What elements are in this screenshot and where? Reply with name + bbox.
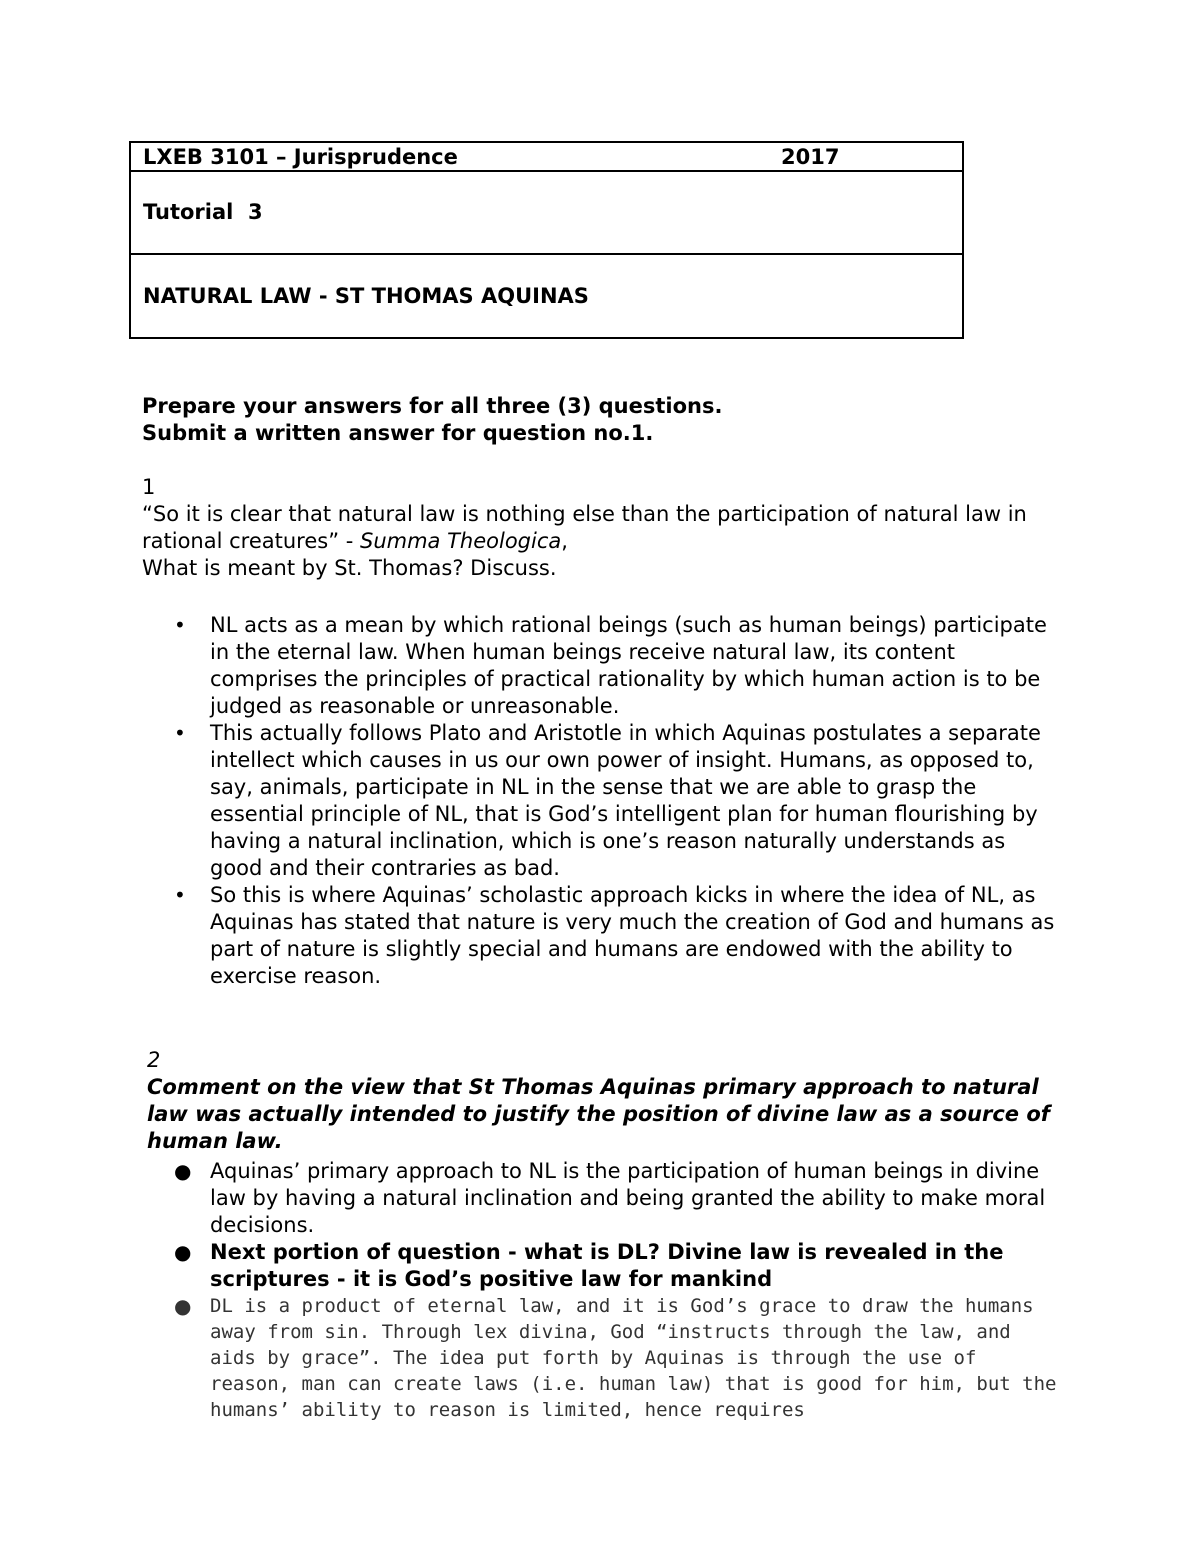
list-item-text: This actually follows Plato and Aristotle in which Aquinas postulates a separate intellect which causes in us our own power of insight. Humans, as opposed to, say, animals, participate in NL in the sense that we are able to grasp the essential principle of NL, that is God’s intelligent plan for human flourishing by having a natural inclination, which is one’s reason naturally understands as good and their contraries as bad. bbox=[210, 721, 1041, 880]
list-item bbox=[142, 720, 1062, 882]
header-table bbox=[129, 141, 964, 339]
bullet-icon: ● bbox=[174, 1240, 192, 1264]
instruction-line-1: Prepare your answers for all three (3) questions. bbox=[142, 394, 723, 418]
question-2-prompt: Comment on the view that St Thomas Aquinas primary approach to natural law was actually intended to justify the position of divine law as a source of human law. bbox=[147, 1075, 1050, 1153]
bullet-icon: ● bbox=[174, 1294, 192, 1318]
course-title: LXEB 3101 – Jurisprudence bbox=[143, 145, 458, 169]
question-1-answer-list bbox=[142, 612, 1062, 990]
quote-end: , bbox=[561, 529, 568, 553]
bullet-icon: • bbox=[174, 721, 186, 745]
question-1-prompt: What is meant by St. Thomas? Discuss. bbox=[142, 556, 557, 580]
instruction-line-2: Submit a written answer for question no.1. bbox=[142, 421, 654, 445]
tutorial-label: Tutorial 3 bbox=[143, 200, 263, 224]
instructions bbox=[142, 393, 1062, 447]
bullet-icon: • bbox=[174, 613, 186, 637]
list-item-text: NL acts as a mean by which rational beings (such as human beings) participate in the eternal law. When human beings receive natural law, its content comprises the principles of practical rationality by which human action is to be judged as reasonable or unreasonable. bbox=[210, 613, 1047, 718]
quote-text: “So it is clear that natural law is nothing else than the participation of natural law in rational creatures” - bbox=[142, 502, 1027, 553]
question-1-number: 1 bbox=[142, 475, 156, 499]
list-item bbox=[142, 1239, 1062, 1293]
list-item bbox=[142, 612, 1062, 720]
header-row-course bbox=[131, 143, 962, 172]
question-1-quote bbox=[142, 501, 1052, 555]
quote-source: Summa Theologica bbox=[360, 529, 562, 553]
bullet-icon: • bbox=[174, 883, 186, 907]
list-item-text: Aquinas’ primary approach to NL is the participation of human beings in divine law by having a natural inclination and being granted the ability to make moral decisions. bbox=[210, 1159, 1046, 1237]
course-year: 2017 bbox=[781, 145, 840, 169]
question-2 bbox=[142, 1047, 1062, 1155]
list-item-text: DL is a product of eternal law, and it is God’s grace to draw the humans away from sin. Through lex divina, God “instructs through the law, and aids by grace”. The idea put forth by Aquinas is through the use of reason, man can create laws (i.e. human law) that is good for him, but the humans’ ability to reason is limited, hence requires bbox=[210, 1295, 1057, 1421]
list-item bbox=[142, 1293, 1062, 1423]
topic-title: NATURAL LAW - ST THOMAS AQUINAS bbox=[143, 284, 589, 308]
list-item-text: So this is where Aquinas’ scholastic approach kicks in where the idea of NL, as Aquinas has stated that nature is very much the creation of God and humans as part of nature is slightly special and humans are endowed with the ability to exercise reason. bbox=[210, 883, 1055, 988]
question-2-number: 2 bbox=[147, 1048, 161, 1072]
header-row-topic bbox=[131, 255, 962, 337]
list-item bbox=[142, 1158, 1062, 1239]
header-row-tutorial bbox=[131, 172, 962, 255]
list-item-text: Next portion of question - what is DL? Divine law is revealed in the scriptures - it is God’s positive law for mankind bbox=[210, 1240, 1004, 1291]
question-2-answer-list bbox=[142, 1158, 1062, 1423]
bullet-icon: ● bbox=[174, 1159, 192, 1183]
question-1 bbox=[142, 474, 1062, 582]
list-item bbox=[142, 882, 1062, 990]
